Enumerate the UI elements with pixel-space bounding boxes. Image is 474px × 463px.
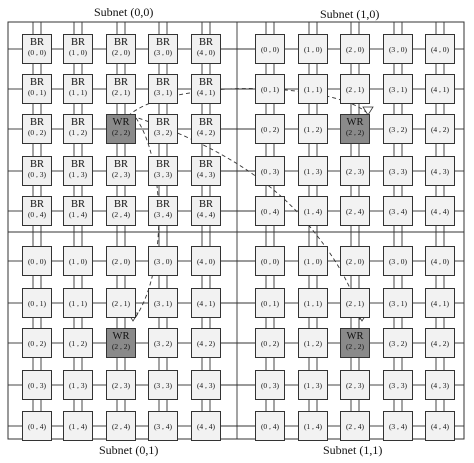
router-node — [255, 114, 285, 144]
node-coordinate: (2 , 3) — [111, 170, 131, 179]
node-coordinate: (2 , 1) — [345, 85, 365, 94]
br-label: BR — [70, 199, 85, 210]
wr-label: WR — [346, 117, 364, 128]
router-node — [22, 246, 52, 276]
node-coordinate: (0 , 3) — [260, 381, 280, 390]
node-coordinate: (0 , 4) — [260, 207, 280, 216]
node-coordinate: (3 , 4) — [388, 422, 408, 431]
node-coordinate: (4 , 1) — [430, 299, 450, 308]
node-coordinate: (0 , 2) — [27, 128, 47, 137]
router-node — [63, 411, 93, 441]
router-node — [191, 328, 221, 358]
router-node — [425, 246, 455, 276]
node-coordinate: (0 , 3) — [27, 170, 47, 179]
router-node — [383, 288, 413, 318]
node-coordinate: (3 , 4) — [388, 207, 408, 216]
node-coordinate: (3 , 3) — [388, 167, 408, 176]
node-coordinate: (2 , 2) — [111, 128, 131, 137]
router-node — [383, 370, 413, 400]
node-coordinate: (3 , 4) — [153, 210, 173, 219]
router-node — [255, 196, 285, 226]
router-node — [383, 411, 413, 441]
router-node — [340, 74, 370, 104]
router-node — [425, 114, 455, 144]
node-coordinate: (2 , 4) — [345, 422, 365, 431]
br-label: BR — [29, 117, 44, 128]
node-coordinate: (2 , 2) — [111, 342, 131, 351]
node-coordinate: (4 , 2) — [430, 339, 450, 348]
node-coordinate: (2 , 4) — [345, 207, 365, 216]
border-router-node — [106, 74, 136, 104]
br-label: BR — [155, 117, 170, 128]
router-node — [340, 288, 370, 318]
br-label: BR — [155, 199, 170, 210]
router-node — [340, 196, 370, 226]
router-node — [63, 288, 93, 318]
router-node — [298, 196, 328, 226]
node-coordinate: (4 , 1) — [196, 299, 216, 308]
node-coordinate: (4 , 1) — [196, 88, 216, 97]
node-coordinate: (1 , 3) — [303, 381, 323, 390]
node-coordinate: (3 , 3) — [153, 381, 173, 390]
node-coordinate: (0 , 2) — [27, 339, 47, 348]
node-coordinate: (4 , 0) — [430, 45, 450, 54]
node-coordinate: (3 , 2) — [153, 128, 173, 137]
node-coordinate: (1 , 1) — [303, 85, 323, 94]
node-coordinate: (0 , 0) — [260, 45, 280, 54]
node-coordinate: (1 , 4) — [68, 210, 88, 219]
router-node — [383, 34, 413, 64]
node-coordinate: (4 , 2) — [196, 339, 216, 348]
node-coordinate: (2 , 1) — [111, 88, 131, 97]
router-node — [340, 156, 370, 186]
node-coordinate: (3 , 1) — [153, 299, 173, 308]
router-node — [63, 328, 93, 358]
node-coordinate: (1 , 2) — [303, 125, 323, 134]
node-coordinate: (4 , 2) — [430, 125, 450, 134]
router-node — [383, 328, 413, 358]
router-node — [340, 370, 370, 400]
router-node — [383, 114, 413, 144]
router-node — [255, 246, 285, 276]
border-router-node — [63, 114, 93, 144]
router-node — [425, 411, 455, 441]
router-node — [148, 370, 178, 400]
node-coordinate: (0 , 2) — [260, 125, 280, 134]
router-node — [255, 370, 285, 400]
node-coordinate: (4 , 3) — [196, 381, 216, 390]
node-coordinate: (2 , 0) — [111, 257, 131, 266]
wireless-router-node — [106, 328, 136, 358]
node-coordinate: (2 , 3) — [345, 381, 365, 390]
border-router-node — [22, 74, 52, 104]
node-coordinate: (2 , 0) — [345, 257, 365, 266]
router-node — [148, 246, 178, 276]
router-node — [255, 328, 285, 358]
node-coordinate: (1 , 2) — [68, 128, 88, 137]
node-coordinate: (0 , 3) — [27, 381, 47, 390]
node-coordinate: (1 , 1) — [303, 299, 323, 308]
router-node — [148, 411, 178, 441]
br-label: BR — [70, 117, 85, 128]
node-coordinate: (4 , 3) — [430, 167, 450, 176]
br-label: BR — [198, 159, 213, 170]
br-label: BR — [155, 159, 170, 170]
node-coordinate: (4 , 0) — [430, 257, 450, 266]
br-label: BR — [70, 37, 85, 48]
subnet-label-0-1: Subnet (0,1) — [99, 443, 159, 457]
router-node — [191, 246, 221, 276]
node-coordinate: (3 , 3) — [388, 381, 408, 390]
border-router-node — [191, 74, 221, 104]
node-coordinate: (3 , 1) — [388, 85, 408, 94]
node-coordinate: (3 , 2) — [388, 125, 408, 134]
router-node — [340, 34, 370, 64]
br-label: BR — [113, 77, 128, 88]
router-node — [383, 74, 413, 104]
router-node — [148, 288, 178, 318]
node-coordinate: (1 , 4) — [303, 422, 323, 431]
br-label: BR — [29, 77, 44, 88]
subnet-label-1-0: Subnet (1,0) — [320, 7, 380, 21]
node-coordinate: (1 , 3) — [303, 167, 323, 176]
router-node — [298, 74, 328, 104]
border-router-node — [191, 34, 221, 64]
node-coordinate: (0 , 1) — [27, 88, 47, 97]
node-coordinate: (2 , 4) — [111, 422, 131, 431]
node-coordinate: (1 , 0) — [68, 257, 88, 266]
node-coordinate: (1 , 3) — [68, 170, 88, 179]
node-coordinate: (2 , 3) — [345, 167, 365, 176]
router-node — [425, 328, 455, 358]
router-node — [340, 411, 370, 441]
router-node — [298, 328, 328, 358]
router-node — [22, 411, 52, 441]
node-coordinate: (0 , 1) — [260, 299, 280, 308]
border-router-node — [63, 156, 93, 186]
node-coordinate: (1 , 0) — [303, 257, 323, 266]
border-router-node — [191, 196, 221, 226]
node-coordinate: (1 , 1) — [68, 88, 88, 97]
router-node — [383, 156, 413, 186]
node-coordinate: (4 , 4) — [430, 422, 450, 431]
node-coordinate: (3 , 0) — [153, 48, 173, 57]
node-coordinate: (0 , 4) — [27, 422, 47, 431]
node-coordinate: (1 , 4) — [68, 422, 88, 431]
node-coordinate: (4 , 0) — [196, 48, 216, 57]
router-node — [425, 196, 455, 226]
node-coordinate: (3 , 2) — [388, 339, 408, 348]
router-node — [63, 246, 93, 276]
br-label: BR — [113, 199, 128, 210]
br-label: BR — [113, 37, 128, 48]
router-node — [340, 246, 370, 276]
router-node — [255, 74, 285, 104]
node-coordinate: (3 , 3) — [153, 170, 173, 179]
router-node — [298, 370, 328, 400]
border-router-node — [22, 156, 52, 186]
node-coordinate: (0 , 2) — [260, 339, 280, 348]
node-coordinate: (4 , 4) — [430, 207, 450, 216]
router-node — [383, 246, 413, 276]
border-router-node — [22, 34, 52, 64]
subnet-label-1-1: Subnet (1,1) — [323, 443, 383, 457]
br-label: BR — [198, 199, 213, 210]
router-node — [298, 288, 328, 318]
br-label: BR — [198, 117, 213, 128]
router-node — [255, 156, 285, 186]
router-node — [22, 370, 52, 400]
router-node — [298, 34, 328, 64]
node-coordinate: (1 , 1) — [68, 299, 88, 308]
router-node — [106, 288, 136, 318]
router-node — [298, 114, 328, 144]
node-coordinate: (3 , 0) — [388, 45, 408, 54]
subnet-label-0-0: Subnet (0,0) — [94, 5, 154, 19]
node-coordinate: (4 , 1) — [430, 85, 450, 94]
br-label: BR — [155, 37, 170, 48]
router-node — [191, 411, 221, 441]
br-label: BR — [70, 77, 85, 88]
br-label: BR — [29, 37, 44, 48]
node-coordinate: (2 , 1) — [111, 299, 131, 308]
node-coordinate: (1 , 0) — [303, 45, 323, 54]
br-label: BR — [70, 159, 85, 170]
router-node — [425, 156, 455, 186]
node-coordinate: (1 , 0) — [68, 48, 88, 57]
border-router-node — [191, 114, 221, 144]
router-node — [106, 246, 136, 276]
border-router-node — [106, 196, 136, 226]
node-coordinate: (4 , 0) — [196, 257, 216, 266]
node-coordinate: (4 , 2) — [196, 128, 216, 137]
node-coordinate: (2 , 2) — [345, 342, 365, 351]
node-coordinate: (1 , 2) — [303, 339, 323, 348]
router-node — [425, 370, 455, 400]
router-node — [255, 288, 285, 318]
border-router-node — [148, 156, 178, 186]
node-coordinate: (2 , 0) — [111, 48, 131, 57]
wr-label: WR — [112, 117, 130, 128]
br-label: BR — [198, 77, 213, 88]
router-node — [298, 246, 328, 276]
router-node — [191, 288, 221, 318]
wireless-router-node — [340, 328, 370, 358]
router-node — [148, 328, 178, 358]
router-node — [298, 156, 328, 186]
node-coordinate: (1 , 2) — [68, 339, 88, 348]
node-coordinate: (3 , 1) — [388, 299, 408, 308]
wireless-router-node — [340, 114, 370, 144]
border-router-node — [148, 34, 178, 64]
node-coordinate: (4 , 3) — [430, 381, 450, 390]
border-router-node — [106, 34, 136, 64]
border-router-node — [106, 156, 136, 186]
router-node — [298, 411, 328, 441]
router-node — [425, 74, 455, 104]
border-router-node — [191, 156, 221, 186]
router-node — [63, 370, 93, 400]
node-coordinate: (2 , 4) — [111, 210, 131, 219]
node-coordinate: (1 , 3) — [68, 381, 88, 390]
node-coordinate: (4 , 3) — [196, 170, 216, 179]
border-router-node — [63, 74, 93, 104]
border-router-node — [148, 114, 178, 144]
node-coordinate: (0 , 1) — [27, 299, 47, 308]
node-coordinate: (4 , 4) — [196, 422, 216, 431]
node-coordinate: (0 , 4) — [27, 210, 47, 219]
router-node — [255, 411, 285, 441]
node-coordinate: (3 , 0) — [388, 257, 408, 266]
node-coordinate: (3 , 2) — [153, 339, 173, 348]
br-label: BR — [29, 199, 44, 210]
node-coordinate: (3 , 0) — [153, 257, 173, 266]
router-node — [22, 288, 52, 318]
node-coordinate: (2 , 3) — [111, 381, 131, 390]
router-node — [106, 411, 136, 441]
node-coordinate: (4 , 4) — [196, 210, 216, 219]
router-node — [191, 370, 221, 400]
node-coordinate: (2 , 2) — [345, 128, 365, 137]
br-label: BR — [155, 77, 170, 88]
wireless-router-node — [106, 114, 136, 144]
node-coordinate: (0 , 3) — [260, 167, 280, 176]
border-router-node — [148, 196, 178, 226]
node-coordinate: (2 , 1) — [345, 299, 365, 308]
node-coordinate: (0 , 0) — [27, 257, 47, 266]
br-label: BR — [29, 159, 44, 170]
router-node — [255, 34, 285, 64]
wr-label: WR — [112, 331, 130, 342]
router-node — [425, 34, 455, 64]
router-node — [106, 370, 136, 400]
border-router-node — [148, 74, 178, 104]
border-router-node — [63, 196, 93, 226]
border-router-node — [22, 196, 52, 226]
router-node — [383, 196, 413, 226]
router-node — [425, 288, 455, 318]
node-coordinate: (3 , 4) — [153, 422, 173, 431]
node-coordinate: (0 , 0) — [260, 257, 280, 266]
br-label: BR — [198, 37, 213, 48]
node-coordinate: (3 , 1) — [153, 88, 173, 97]
border-router-node — [63, 34, 93, 64]
br-label: BR — [113, 159, 128, 170]
wr-label: WR — [346, 331, 364, 342]
border-router-node — [22, 114, 52, 144]
node-coordinate: (1 , 4) — [303, 207, 323, 216]
node-coordinate: (0 , 1) — [260, 85, 280, 94]
node-coordinate: (0 , 0) — [27, 48, 47, 57]
router-node — [22, 328, 52, 358]
node-coordinate: (0 , 4) — [260, 422, 280, 431]
node-coordinate: (2 , 0) — [345, 45, 365, 54]
